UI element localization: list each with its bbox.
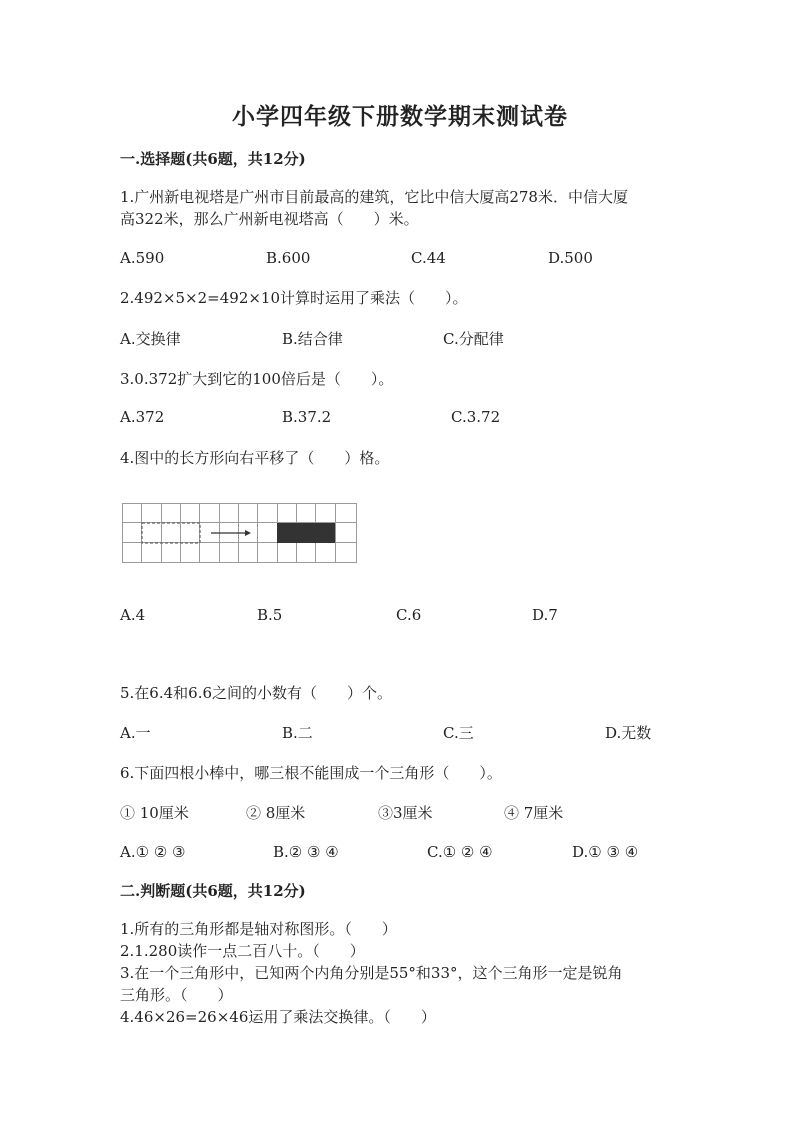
question-3-option-b: B.37.2 (282, 408, 332, 426)
question-6-stick-1: ① 10厘米 (120, 804, 189, 822)
question-5-option-a: A.一 (120, 724, 151, 742)
translated-rectangle (277, 523, 335, 543)
question-1-option-c: C.44 (411, 249, 446, 267)
question-3-text: 3.0.372扩大到它的100倍后是（ ）。 (120, 370, 394, 388)
question-1-line-2: 高322米，那么广州新电视塔高（ ）米。 (120, 210, 419, 228)
judge-item-3-line-1: 3.在一个三角形中，已知两个内角分别是55°和33°，这个三角形一定是锐角 (120, 964, 623, 982)
right-arrow-icon (211, 530, 251, 536)
question-4-option-d: D.7 (532, 606, 558, 624)
question-1-option-b: B.600 (266, 249, 311, 267)
question-1-option-d: D.500 (548, 249, 593, 267)
question-2-option-c: C.分配律 (443, 330, 504, 348)
question-6-stick-3: ③3厘米 (378, 804, 433, 822)
question-5-option-c: C.三 (443, 724, 474, 742)
judge-item-4: 4.46×26=26×46运用了乘法交换律。（ ） (120, 1008, 436, 1026)
original-rectangle-dashed (142, 523, 200, 543)
question-6-option-c: C.① ② ④ (427, 843, 493, 861)
question-2-option-a: A.交换律 (120, 330, 181, 348)
question-6-stick-2: ② 8厘米 (246, 804, 306, 822)
question-4-option-a: A.4 (120, 606, 146, 624)
question-1-line-1: 1.广州新电视塔是广州市目前最高的建筑，它比中信大厦高278米．中信大厦 (120, 188, 628, 206)
question-6-option-a: A.① ② ③ (120, 843, 186, 861)
question-1-option-a: A.590 (120, 249, 165, 267)
judge-item-2: 2.1.280读作一点二百八十。（ ） (120, 942, 365, 960)
judge-item-3-line-2: 三角形。（ ） (120, 986, 233, 1004)
question-5-option-d: D.无数 (605, 724, 652, 742)
question-4-option-c: C.6 (396, 606, 422, 624)
question-6-text: 6.下面四根小棒中，哪三根不能围成一个三角形（ ）。 (120, 764, 502, 782)
question-5-text: 5.在6.4和6.6之间的小数有（ ）个。 (120, 684, 393, 702)
page-title: 小学四年级下册数学期末测试卷 (232, 103, 568, 130)
translation-grid-figure (122, 503, 358, 563)
question-6-option-b: B.② ③ ④ (273, 843, 339, 861)
question-6-option-d: D.① ③ ④ (572, 843, 639, 861)
question-3-option-a: A.372 (120, 408, 165, 426)
question-4-option-b: B.5 (257, 606, 283, 624)
judge-item-1: 1.所有的三角形都是轴对称图形。（ ） (120, 920, 397, 938)
question-5-option-b: B.二 (282, 724, 313, 742)
question-4-text: 4.图中的长方形向右平移了（ ）格。 (120, 449, 390, 467)
question-3-option-c: C.3.72 (451, 408, 501, 426)
section-heading-true-false: 二.判断题(共6题，共12分) (120, 882, 306, 900)
question-2-text: 2.492×5×2=492×10计算时运用了乘法（ ）。 (120, 289, 468, 307)
question-2-option-b: B.结合律 (282, 330, 343, 348)
section-heading-choice: 一.选择题(共6题，共12分) (120, 150, 306, 168)
question-6-stick-4: ④ 7厘米 (504, 804, 564, 822)
